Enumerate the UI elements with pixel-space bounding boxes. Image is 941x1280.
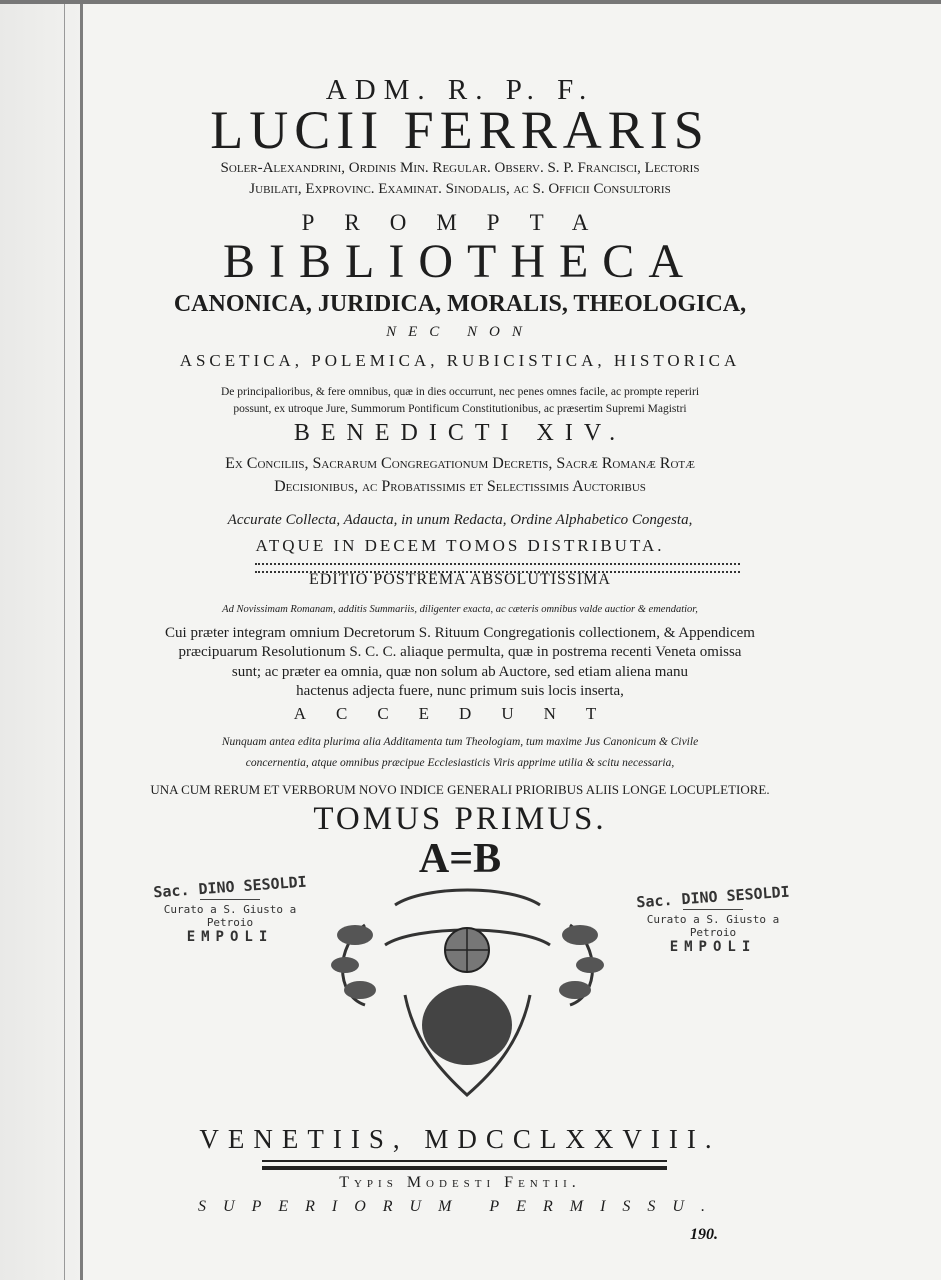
author-description-1: Soler-Alexandrini, Ordinis Min. Regular. Observ. S. P. Francisci, Lectoris bbox=[220, 160, 700, 176]
double-rule-bottom bbox=[262, 1166, 667, 1170]
tomus: TOMUS PRIMUS. bbox=[313, 801, 607, 837]
page-edge bbox=[80, 0, 83, 1280]
accurate-line: Accurate Collecta, Adaucta, in unum Redacta, Ordine Alphabetico Congesta, bbox=[227, 512, 693, 528]
una-cum-line: UNA CUM RERUM ET VERBORUM NOVO INDICE GENERALI PRIORIBUS ALIIS LONGE LOCUPLETIORE. bbox=[150, 782, 770, 797]
subjects-1: CANONICA, JURIDICA, MORALIS, THEOLOGICA, bbox=[173, 291, 747, 317]
stamp-place: EMPOLI bbox=[669, 939, 757, 955]
sources-1: Ex Conciliis, Sacrarum Congregationum Decretis, Sacræ Romanæ Rotæ bbox=[225, 455, 695, 472]
author-description-2: Jubilati, Exprovinc. Examinat. Sinodalis, ac S. Officii Consultoris bbox=[249, 181, 671, 197]
gutter-line bbox=[64, 0, 65, 1280]
nunquam-line-2: concernentia, atque omnibus præcipue Ecclesiasticis Viris apprime utilia & scitu necessaria, bbox=[245, 757, 675, 769]
page-gutter bbox=[0, 0, 80, 1280]
cui-line-3: sunt; ac præter ea omnia, quæ non solum ab Auctore, sed etiam aliena manu bbox=[231, 664, 689, 680]
printers-vignette bbox=[325, 885, 610, 1100]
stamp-flourish bbox=[200, 899, 260, 900]
novissimam-line: Ad Novissimam Romanam, additis Summariis, diligenter exacta, ac cæteris omnibus valde auctior & emendatior, bbox=[222, 604, 698, 615]
main-title: BIBLIOTHECA bbox=[223, 235, 697, 288]
accedunt: ACCEDUNT bbox=[293, 704, 627, 723]
prompta: PROMPTA bbox=[301, 210, 619, 235]
stamp-line: Curato a S. Giusto a Petroio bbox=[163, 903, 297, 929]
place-date: VENETIIS, MDCCLXXVIII. bbox=[199, 1124, 721, 1154]
cui-line-4: hactenus adjecta fuere, nunc primum suis locis inserta, bbox=[296, 683, 624, 699]
tomos-line: ATQUE IN DECEM TOMOS DISTRIBUTA. bbox=[255, 536, 665, 555]
pope-name: BENEDICTI XIV. bbox=[293, 420, 627, 446]
subjects-2: ASCETICA, POLEMICA, RUBICISTICA, HISTORICA bbox=[179, 351, 741, 370]
description-1: De principalioribus, & fere omnibus, quæ in dies occurrunt, nec penes omnes facile, ac prompte reperiri bbox=[220, 386, 700, 398]
top-edge bbox=[0, 0, 941, 4]
handwritten-number: 190. bbox=[690, 1226, 718, 1243]
sources-2: Decisionibus, ac Probatissimis et Selectissimis Auctoribus bbox=[274, 478, 646, 495]
description-2: possunt, ex utroque Jure, Summorum Pontificum Constitutionibus, ac præsertim Supremi Magistri bbox=[233, 403, 687, 415]
cui-line-1: Cui præter integram omnium Decretorum S. Rituum Congregationis collectionem, & Appendicem bbox=[165, 625, 755, 641]
stamp-name: Sac. DINO SESOLDI bbox=[152, 872, 308, 902]
stamp-flourish bbox=[683, 909, 743, 910]
nunquam-line-1: Nunquam antea edita plurima alia Additamenta tum Theologiam, tum maxime Jus Canonicum & Civile bbox=[221, 736, 699, 748]
stamp-name: Sac. DINO SESOLDI bbox=[635, 882, 791, 912]
cui-line-2: præcipuarum Resolutionum S. C. C. aliaque permulta, quæ in postrema recenti Veneta omissa bbox=[178, 644, 742, 660]
editio-line: EDITIO POSTREMA ABSOLUTISSIMA bbox=[309, 571, 611, 588]
printer: Typis Modesti Fentii. bbox=[339, 1174, 581, 1191]
volume-range: A=B bbox=[418, 836, 502, 882]
author-prefix: ADM. R. P. F. bbox=[325, 74, 595, 106]
owner-stamp-left bbox=[145, 872, 315, 968]
permission: SUPERIORUM PERMISSU. bbox=[198, 1198, 722, 1215]
author-name: LUCII FERRARIS bbox=[210, 100, 710, 160]
double-rule-top bbox=[262, 1160, 667, 1162]
owner-stamp-right bbox=[628, 882, 798, 978]
nec-non: NEC NON bbox=[386, 324, 534, 340]
stamp-place: EMPOLI bbox=[186, 929, 274, 945]
stamp-line: Curato a S. Giusto a Petroio bbox=[646, 913, 780, 939]
